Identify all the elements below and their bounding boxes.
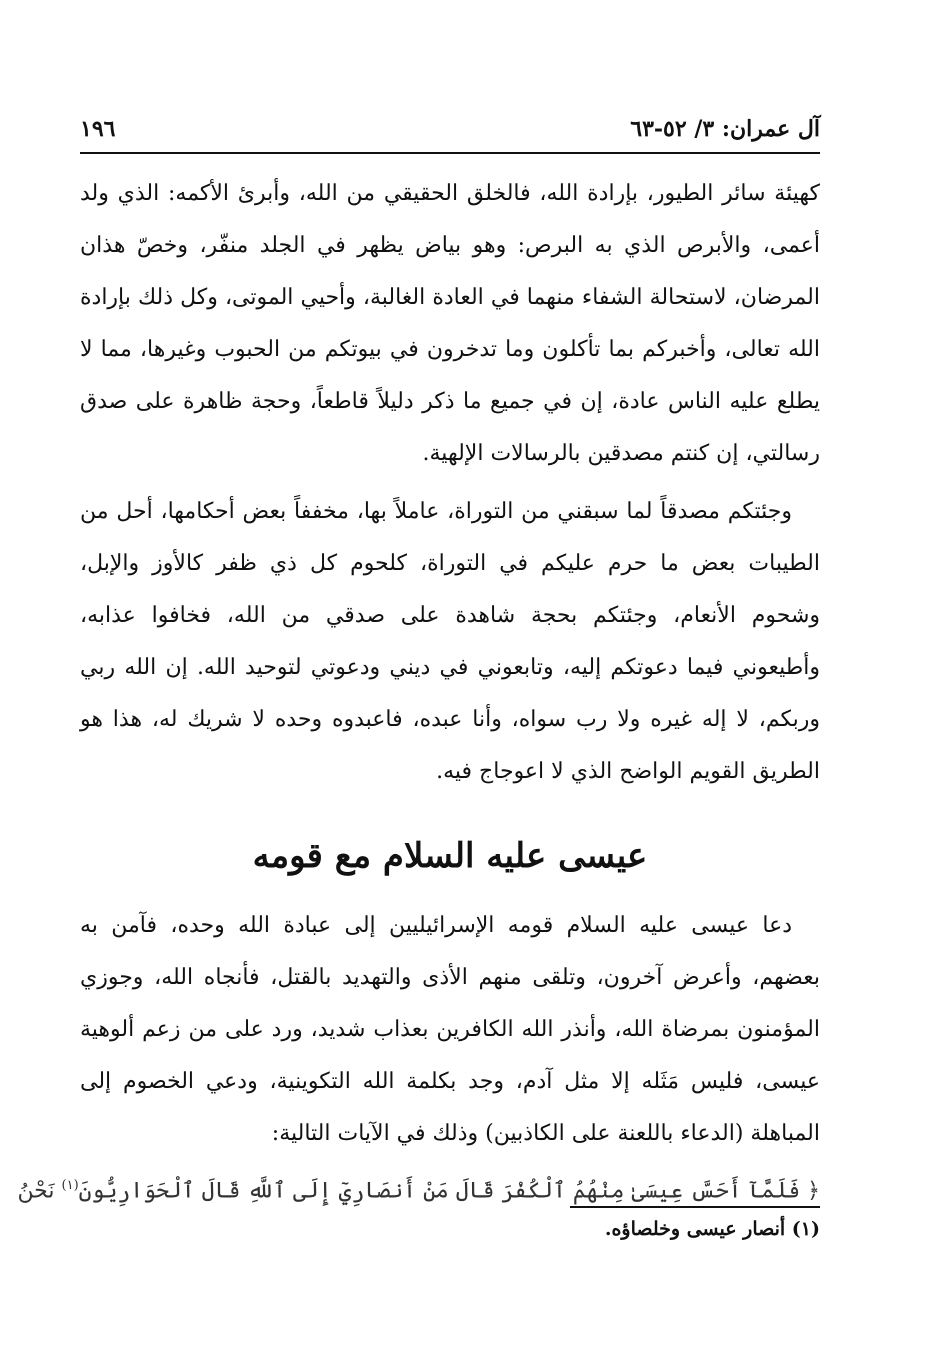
footnote-marker: (١) — [61, 1178, 79, 1193]
verse-tail: نَحْنُ — [17, 1178, 55, 1204]
page-number: ١٩٦ — [80, 116, 116, 142]
header-divider — [80, 152, 820, 154]
body-paragraph-2: وجئتكم مصدقاً لما سبقني من التوراة، عاملاً بها، مخففاً بعض أحكامها، أحل من الطيبات بعض ما حرم عليكم في التوراة، كلحوم كل ذي ظفر كالأوز والإبل، وشحوم الأنعام، وجئتكم بحجة شاهدة على صدقي من الله، فخافوا عذابه، وأطيعوني فيما دعوتكم إليه، وتابعوني في ديني ودعوتي لتوحيد الله. إن الله ربي وربكم، لا إله غيره ولا رب سواه، وأنا عبده، فاعبدوه وحده لا شريك له، هذا هو الطريق القويم الواضح الذي لا اعوجاج فيه. — [80, 499, 820, 784]
footnote-divider — [570, 1206, 820, 1208]
page-body — [17, 168, 820, 1215]
verse-text: ﴿ فَلَمَّآ أَحَسَّ عِيسَىٰ مِنْهُمُ ٱلْكُفْرَ قَالَ مَنْ أَنصَارِيٓ إِلَى ٱللَّهِ قَالَ ٱلْحَوَارِيُّونَ — [78, 1178, 820, 1204]
running-title: آل عمران: ٣/ ٥٢-٦٣ — [630, 116, 820, 142]
page-header — [80, 112, 820, 152]
section-paragraph: دعا عيسى عليه السلام قومه الإسرائيليين إلى عبادة الله وحده، فآمن به بعضهم، وأعرض آخرون، وتلقى منهم الأذى والتهديد بالقتل، فأنجاه الله، وجوزي المؤمنون بمرضاة الله، وأنذر الله الكافرين بعذاب شديد، ورد على من زعم ألوهية عيسى، فليس مَثَله إلا مثل آدم، وجد بكلمة الله التكوينية، ودعي الخصوم إلى المباهلة (الدعاء باللعنة على الكاذبين) وذلك في الآيات التالية: — [80, 913, 820, 1146]
body-paragraph-1: كهيئة سائر الطيور، بإرادة الله، فالخلق الحقيقي من الله، وأبرئ الأكمه: الذي ولد أعمى، والأبرص الذي به البرص: وهو بياض يظهر في الجلد منفّر، وخصّ هذان المرضان، لاستحالة الشفاء منهما في العادة الغالبة، وأحيي الموتى، وكل ذلك بإرادة الله تعالى، وأخبركم بما تأكلون وما تدخرون في بيوتكم من الحبوب وغيرها، مما لا يطلع عليه الناس عادة، إن في جميع ما ذكر دليلاً قاطعاً، وحجة ظاهرة على صدق رسالتي، إن كنتم مصدقين بالرسالات الإلهية. — [80, 181, 820, 466]
section-heading: عيسى عليه السلام مع قومه — [252, 836, 648, 876]
footnote: (١) أنصار عيسى وخلصاؤه. — [604, 1218, 820, 1240]
